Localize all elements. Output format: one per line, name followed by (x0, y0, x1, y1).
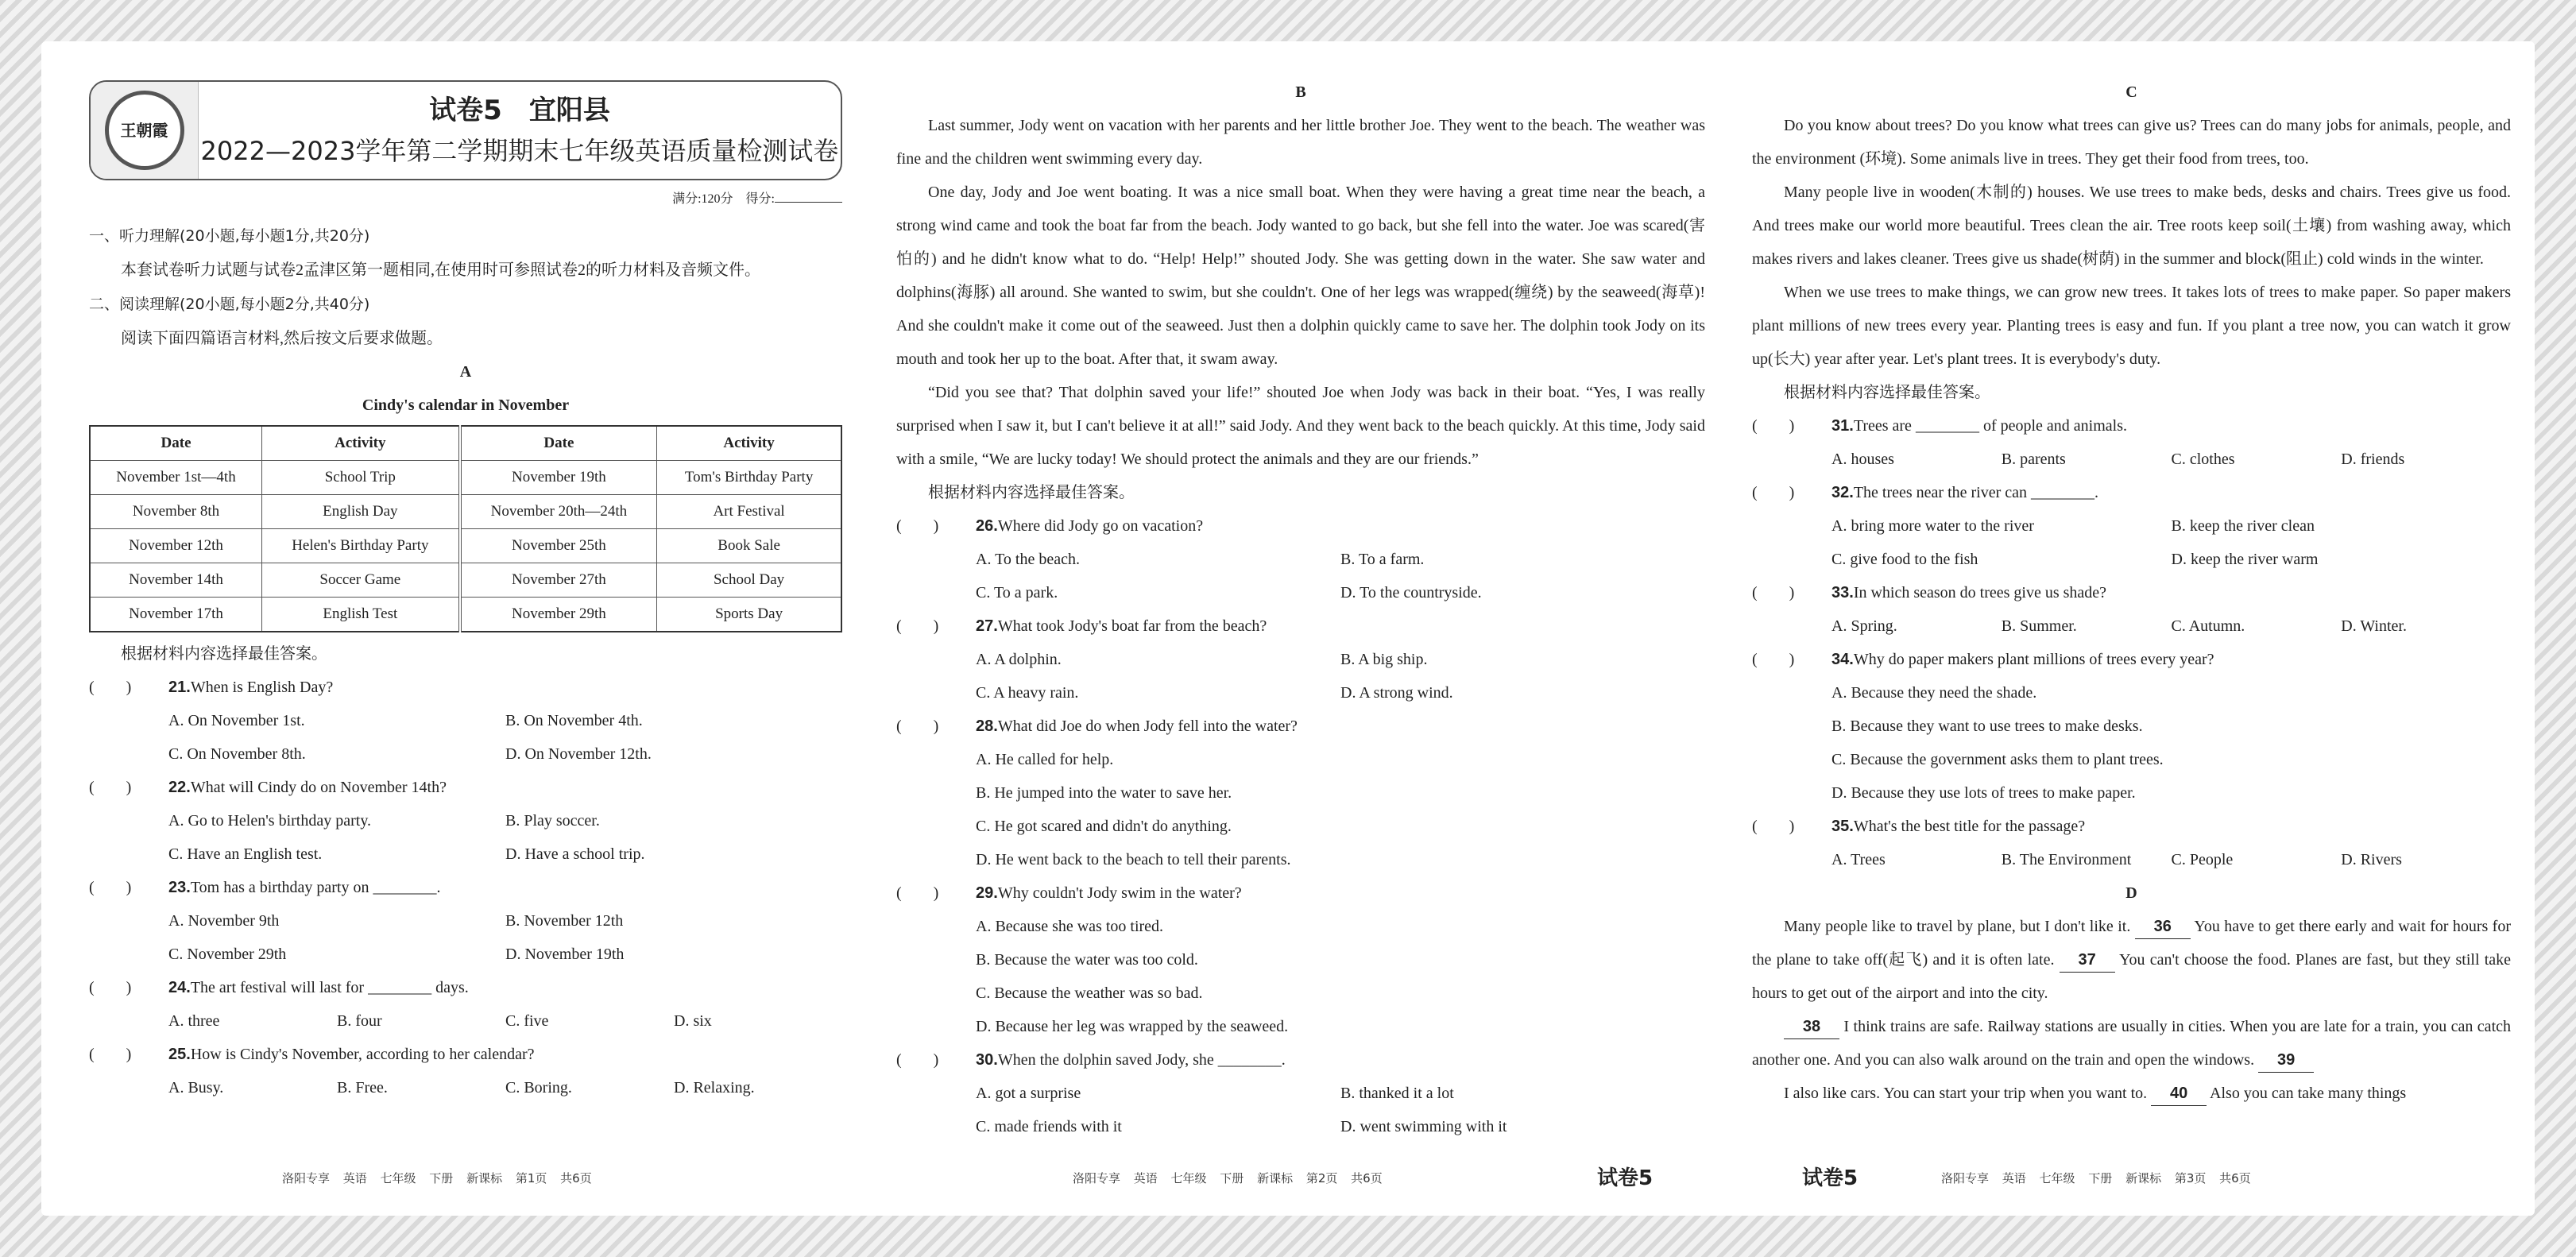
question-21 (89, 671, 842, 704)
question-number: 29. (976, 884, 998, 902)
question-stem: How is Cindy's November, according to her calendar? (190, 1046, 535, 1063)
table-cell: English Day (262, 495, 460, 529)
option-c[interactable]: C. November 29th (168, 946, 287, 963)
option-b[interactable]: B. Because the water was too cold. (976, 951, 1198, 969)
option-b[interactable]: B. parents (2001, 451, 2066, 468)
table-cell: November 12th (90, 529, 262, 563)
table-row (90, 461, 841, 495)
option-b[interactable]: B. four (337, 1012, 382, 1030)
table-cell: November 27th (460, 563, 657, 598)
answer-bracket[interactable]: ( ) (1752, 584, 1795, 601)
table-header: Activity (262, 426, 460, 461)
option-c[interactable]: C. made friends with it (976, 1118, 1122, 1135)
cloze-blank-38[interactable]: 38 (1784, 1015, 1839, 1039)
option-c[interactable]: C. To a park. (976, 584, 1058, 601)
table-cell: Sports Day (657, 598, 841, 632)
option-d[interactable]: D. Because her leg was wrapped by the seaweed. (976, 1018, 1289, 1035)
section1-title: 一、听力理解(20小题,每小题1分,共20分) (89, 227, 370, 245)
question-stem: What's the best title for the passage? (1853, 818, 2086, 835)
question-number: 30. (976, 1051, 998, 1069)
footer-page-2: 洛阳专享 英语 七年级 下册 新课标 第2页 共6页 (1073, 1171, 1383, 1185)
option-b[interactable]: B. A big ship. (1340, 651, 1428, 668)
table-header: Activity (657, 426, 841, 461)
question-number: 26. (976, 517, 998, 535)
question-stem: What did Joe do when Jody fell into the water? (997, 717, 1298, 735)
table-cell: November 8th (90, 495, 262, 529)
option-b[interactable]: B. Because they want to use trees to make desks. (1831, 717, 2143, 735)
exam-tag-page-3: 试卷5 (1802, 1166, 1859, 1190)
question-28 (896, 710, 1705, 743)
option-b[interactable]: B. Summer. (2001, 617, 2077, 635)
table-cell: Tom's Birthday Party (657, 461, 841, 495)
option-c[interactable]: C. Boring. (505, 1079, 572, 1096)
paragraph: Do you know about trees? Do you know what trees can give us? Trees can do many jobs for animals, people, and the environment (环境). Some animals live in trees. They get their food from trees, too. (1752, 117, 2511, 168)
option-b[interactable]: B. To a farm. (1340, 551, 1425, 568)
question-32 (1752, 476, 2511, 509)
question-stem: What will Cindy do on November 14th? (190, 779, 447, 796)
option-a[interactable]: A. Because they need the shade. (1831, 684, 2037, 702)
option-a[interactable]: A. He called for help. (976, 751, 1114, 768)
option-d[interactable]: D. November 19th (505, 946, 625, 963)
table-row (90, 529, 841, 563)
instruction-a: 根据材料内容选择最佳答案。 (121, 645, 327, 663)
question-29 (896, 876, 1705, 910)
paragraph (1752, 1077, 2511, 1110)
passage-d (1752, 910, 2511, 1110)
question-number: 21. (168, 679, 191, 696)
option-c[interactable]: C. clothes (2171, 451, 2235, 468)
table-cell: November 14th (90, 563, 262, 598)
question-25 (89, 1038, 842, 1071)
option-a[interactable]: A. Spring. (1831, 617, 1897, 635)
question-number: 35. (1831, 818, 1854, 835)
options (1752, 609, 2511, 643)
option-c[interactable]: C. Because the government asks them to plant trees. (1831, 751, 2164, 768)
option-d[interactable]: D. keep the river warm (2171, 551, 2319, 568)
options (89, 1004, 842, 1038)
table-cell: Helen's Birthday Party (262, 529, 460, 563)
question-number: 33. (1831, 584, 1854, 601)
question-34 (1752, 643, 2511, 676)
score-blank[interactable] (775, 189, 842, 203)
section2-note: 阅读下面四篇语言材料,然后按文后要求做题。 (121, 330, 443, 347)
option-c[interactable]: C. On November 8th. (168, 745, 306, 763)
options (1752, 443, 2511, 476)
option-a[interactable]: A. A dolphin. (976, 651, 1062, 668)
option-d[interactable]: D. Relaxing. (674, 1079, 755, 1096)
option-c[interactable]: C. Because the weather was so bad. (976, 984, 1203, 1002)
table-cell: November 19th (460, 461, 657, 495)
question-number: 24. (168, 979, 191, 996)
table-cell: School Day (657, 563, 841, 598)
cloze-blank-39[interactable]: 39 (2258, 1048, 2314, 1073)
passage-a-title: Cindy's calendar in November (362, 396, 570, 414)
option-b[interactable]: B. keep the river clean (2171, 517, 2315, 535)
table-row (90, 495, 841, 529)
cloze-blank-37[interactable]: 37 (2060, 948, 2115, 973)
options (1752, 509, 2511, 576)
option-c[interactable]: C. five (505, 1012, 549, 1030)
option-b[interactable]: B. Play soccer. (505, 812, 600, 830)
question-26 (896, 509, 1705, 543)
question-stem: The trees near the river can ________. (1853, 484, 2099, 501)
footer-page-3: 洛阳专享 英语 七年级 下册 新课标 第3页 共6页 (1941, 1171, 2251, 1185)
page-column-3 (1752, 75, 2511, 1110)
page-column-2 (896, 75, 1705, 1143)
option-d[interactable]: D. Have a school trip. (505, 845, 645, 863)
question-27 (896, 609, 1705, 643)
table-cell: November 20th—24th (460, 495, 657, 529)
options (896, 743, 1705, 876)
options (89, 1071, 842, 1104)
question-35 (1752, 810, 2511, 843)
answer-bracket[interactable]: ( ) (1752, 484, 1795, 501)
section1-note: 本套试卷听力试题与试卷2孟津区第一题相同,在使用时可参照试卷2的听力材料及音频文件。 (121, 261, 760, 279)
answer-bracket[interactable]: ( ) (1752, 651, 1795, 668)
table-header: Date (90, 426, 262, 461)
passage-a-label: A (459, 363, 472, 381)
question-stem: Why couldn't Jody swim in the water? (997, 884, 1242, 902)
text-segment: You have to get there early and wait for hours for the plane to take off(起飞) and it is often late. (1752, 918, 2511, 969)
option-d[interactable]: D. He went back to the beach to tell their parents. (976, 851, 1291, 868)
question-stem: When is English Day? (190, 679, 334, 696)
option-d[interactable]: D. To the countryside. (1340, 584, 1482, 601)
options (1752, 843, 2511, 876)
option-a[interactable]: A. Trees (1831, 851, 1886, 868)
cloze-blank-36[interactable]: 36 (2135, 915, 2191, 939)
options (89, 704, 842, 771)
option-b[interactable]: B. He jumped into the water to save her. (976, 784, 1232, 802)
answer-bracket[interactable]: ( ) (896, 884, 939, 902)
paragraph: One day, Jody and Joe went boating. It was a nice small boat. When they were having a great time near the beach, a strong wind came and took the boat far from the beach. Jody wanted to go back, but she fell into the water. Joe was scared(害怕的) and he didn't know what to do. “Help! Help!” shouted Jody. She was getting down in the water. She saw water and dolphins(海豚) all around. She wanted to swim, but she couldn't. One of her legs was wrapped(缠绕) by the seaweed(海草)! And she couldn't make it come out of the seaweed. Just then a dolphin quickly came to save her. The dolphin took Jody on its mouth and took her up to the boat. After that, it swam away. (896, 184, 1705, 368)
option-d[interactable]: D. On November 12th. (505, 745, 652, 763)
table-row (90, 598, 841, 632)
questions-c (1752, 409, 2511, 876)
table-cell: English Test (262, 598, 460, 632)
calendar-table (89, 425, 842, 632)
question-stem: Why do paper makers plant millions of trees every year? (1853, 651, 2214, 668)
answer-bracket[interactable]: ( ) (89, 679, 132, 696)
text-segment: I also like cars. You can start your trip when you want to. (1784, 1085, 2152, 1102)
question-stem: Where did Jody go on vacation? (997, 517, 1204, 535)
option-b[interactable]: B. On November 4th. (505, 712, 643, 729)
question-stem: The art festival will last for ________ days. (190, 979, 469, 996)
table-cell: Soccer Game (262, 563, 460, 598)
question-stem: What took Jody's boat far from the beach? (997, 617, 1267, 635)
table-cell: November 25th (460, 529, 657, 563)
table-cell: Book Sale (657, 529, 841, 563)
question-31 (1752, 409, 2511, 443)
option-a[interactable]: A. On November 1st. (168, 712, 305, 729)
paragraph (1752, 910, 2511, 1010)
option-b[interactable]: B. thanked it a lot (1340, 1085, 1454, 1102)
score-label: 得分: (745, 192, 775, 206)
answer-bracket[interactable]: ( ) (896, 717, 939, 735)
options (896, 910, 1705, 1043)
section2-title: 二、阅读理解(20小题,每小题2分,共40分) (89, 296, 370, 313)
passage-d-label: D (2125, 884, 2137, 902)
answer-bracket[interactable]: ( ) (896, 617, 939, 635)
option-a[interactable]: A. got a surprise (976, 1085, 1081, 1102)
question-number: 31. (1831, 417, 1854, 435)
passage-b (896, 109, 1705, 476)
question-stem: Tom has a birthday party on ________. (190, 879, 441, 896)
answer-bracket[interactable]: ( ) (1752, 417, 1795, 435)
options (89, 904, 842, 971)
questions-b (896, 509, 1705, 1143)
table-cell: Art Festival (657, 495, 841, 529)
paragraph: Last summer, Jody went on vacation with her parents and her little brother Joe. They went to the beach. The weather was fine and the children went swimming every day. (896, 117, 1705, 168)
option-d[interactable]: D. Because they use lots of trees to make paper. (1831, 784, 2136, 802)
answer-bracket[interactable]: ( ) (89, 879, 132, 896)
option-a[interactable]: A. bring more water to the river (1831, 517, 2034, 535)
question-33 (1752, 576, 2511, 609)
question-number: 22. (168, 779, 191, 796)
option-b[interactable]: B. November 12th (505, 912, 624, 930)
option-a[interactable]: A. Because she was too tired. (976, 918, 1164, 935)
question-30 (896, 1043, 1705, 1077)
option-d[interactable]: D. A strong wind. (1340, 684, 1453, 702)
option-c[interactable]: C. Autumn. (2171, 617, 2245, 635)
option-b[interactable]: B. Free. (337, 1079, 388, 1096)
answer-bracket[interactable]: ( ) (89, 779, 132, 796)
answer-bracket[interactable]: ( ) (1752, 818, 1795, 835)
exam-header (89, 80, 842, 180)
options (896, 1077, 1705, 1143)
question-stem: Trees are ________ of people and animals. (1853, 417, 2127, 435)
paragraph: “Did you see that? That dolphin saved your life!” shouted Joe when Jody was back in their boat. “Yes, I was really surprised when I saw it, but I can't believe it at all!” said Jody. And they went back to the beach quickly. At this time, Jody said with a smile, “We are lucky today! We should protect the animals and they are our friends.” (896, 384, 1705, 468)
exam-subtitle: 2022—2023学年第二学期期末七年级英语质量检测试卷 (200, 136, 839, 166)
option-a[interactable]: A. three (168, 1012, 220, 1030)
option-c[interactable]: C. Have an English test. (168, 845, 323, 863)
table-row (90, 563, 841, 598)
option-a[interactable]: A. houses (1831, 451, 1894, 468)
exam-title: 试卷5 宜阳县 (429, 95, 610, 126)
answer-bracket[interactable]: ( ) (89, 979, 132, 996)
option-c[interactable]: C. He got scared and didn't do anything. (976, 818, 1232, 835)
page-column-1 (89, 75, 842, 1104)
options (89, 804, 842, 871)
table-cell: November 29th (460, 598, 657, 632)
question-number: 23. (168, 879, 191, 896)
passage-c-label: C (2125, 83, 2137, 101)
option-c[interactable]: C. give food to the fish (1831, 551, 1978, 568)
passage-c (1752, 109, 2511, 376)
table-cell: November 17th (90, 598, 262, 632)
option-d[interactable]: D. Rivers (2341, 851, 2402, 868)
table-cell: School Trip (262, 461, 460, 495)
options (896, 643, 1705, 710)
option-c[interactable]: C. People (2171, 851, 2234, 868)
text-segment: Many people like to travel by plane, but I don't like it. (1784, 918, 2135, 935)
option-b[interactable]: B. The Environment (2001, 851, 2132, 868)
instruction-b: 根据材料内容选择最佳答案。 (928, 484, 1135, 501)
option-a[interactable]: A. Go to Helen's birthday party. (168, 812, 372, 830)
question-24 (89, 971, 842, 1004)
option-d[interactable]: D. friends (2341, 451, 2405, 468)
paragraph (1752, 1010, 2511, 1077)
paragraph: When we use trees to make things, we can grow new trees. It takes lots of trees to make paper. So paper makers plant millions of new trees every year. Planting trees is easy and fun. If you plant a tree now, you can watch it grow up(长大) year after year. Let's plant trees. It is everybody's duty. (1752, 284, 2511, 368)
question-23 (89, 871, 842, 904)
option-a[interactable]: A. November 9th (168, 912, 280, 930)
question-number: 28. (976, 717, 998, 735)
options (896, 543, 1705, 609)
answer-bracket[interactable]: ( ) (896, 1051, 939, 1069)
text-segment: I think trains are safe. Railway stations are usually in cities. When you are late for a train, you can catch another one. And you can also walk around on the train and open the windows. (1752, 1018, 2511, 1069)
text-segment: You can't choose the food. Planes are fast, but they still take hours to get out of the airport and into the city. (1752, 951, 2511, 1002)
cloze-blank-40[interactable]: 40 (2151, 1081, 2207, 1106)
logo-seal: 王朝霞 (105, 91, 184, 170)
option-c[interactable]: C. A heavy rain. (976, 684, 1079, 702)
full-score: 满分:120分 (672, 192, 733, 206)
instruction-c: 根据材料内容选择最佳答案。 (1784, 384, 1990, 401)
logo (91, 82, 199, 179)
question-stem: In which season do trees give us shade? (1853, 584, 2107, 601)
footer-page-1: 洛阳专享 英语 七年级 下册 新课标 第1页 共6页 (282, 1171, 592, 1185)
passage-b-label: B (1295, 83, 1306, 101)
text-segment: Also you can take many things (2207, 1085, 2407, 1102)
paragraph: Many people live in wooden(木制的) houses. We use trees to make beds, desks and chairs. Trees give us food. And trees make our world more beautiful. Trees clean the air. Tree roots keep soil(土壤) from washing away, which makes rivers and lakes cleaner. Trees give us shade(树荫) in the summer and block(阻止) cold winds in the winter. (1752, 184, 2511, 268)
option-d[interactable]: D. six (674, 1012, 712, 1030)
answer-bracket[interactable]: ( ) (89, 1046, 132, 1063)
option-d[interactable]: D. Winter. (2341, 617, 2407, 635)
option-a[interactable]: A. Busy. (168, 1079, 224, 1096)
options (1752, 676, 2511, 810)
table-cell: November 1st—4th (90, 461, 262, 495)
option-d[interactable]: D. went swimming with it (1340, 1118, 1507, 1135)
answer-bracket[interactable]: ( ) (896, 517, 939, 535)
questions-a (89, 671, 842, 1104)
question-22 (89, 771, 842, 804)
question-stem: When the dolphin saved Jody, she ________. (997, 1051, 1286, 1069)
exam-tag-page-2: 试卷5 (1597, 1166, 1654, 1190)
question-number: 34. (1831, 651, 1854, 668)
table-header: Date (460, 426, 657, 461)
score-line (89, 180, 842, 219)
question-number: 25. (168, 1046, 191, 1063)
question-number: 32. (1831, 484, 1854, 501)
question-number: 27. (976, 617, 998, 635)
option-a[interactable]: A. To the beach. (976, 551, 1080, 568)
